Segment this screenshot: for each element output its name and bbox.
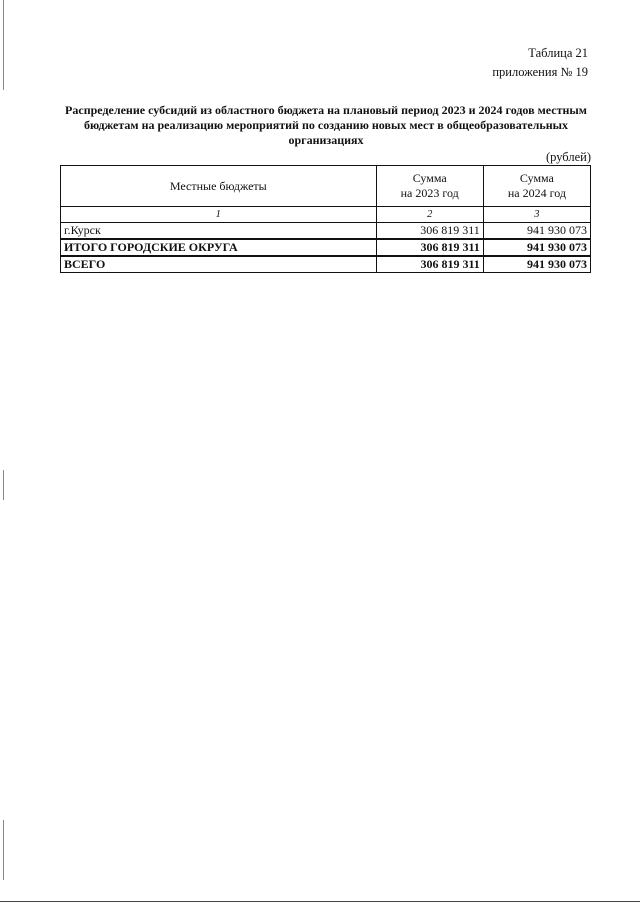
scan-edge-mark [3,470,4,500]
header-sum-2024-text: Сумма на 2024 год [507,171,566,200]
column-number-row [61,207,591,223]
scan-edge-mark [3,820,4,880]
total-amount-2024: 941 930 073 [483,256,590,273]
scan-edge-mark [3,0,4,90]
table-row-subtotal [61,239,591,256]
total-name: ВСЕГО [61,256,377,273]
units-label: (рублей) [545,150,591,164]
row-amount-2023: 306 819 311 [376,223,483,240]
row-name: г.Курск [61,223,377,240]
header-sum-2023-text: Сумма на 2023 год [400,171,459,200]
table-header-row [61,166,591,207]
column-number-1: 1 [61,207,377,223]
subtotal-name: ИТОГО ГОРОДСКИЕ ОКРУГА [61,239,377,256]
subtotal-amount-2023: 306 819 311 [376,239,483,256]
appendix-label: приложения № 19 [492,65,588,79]
table-row-total [61,256,591,273]
table-label: Таблица 21 [528,46,588,60]
row-amount-2024: 941 930 073 [483,223,590,240]
header-sum-2023 [376,166,483,207]
table-reference [492,44,588,82]
column-number-3: 3 [483,207,590,223]
budget-table [60,165,591,273]
header-sum-2024 [483,166,590,207]
page-bottom-edge [0,901,640,902]
document-title: Распределение субсидий из областного бюджета на плановый период 2023 и 2024 годов местным бюджетам на реализацию мероприятий по созданию новых мест в общеобразовательных организациях [65,103,587,147]
table-row [61,223,591,240]
header-local-budgets: Местные бюджеты [61,166,377,207]
total-amount-2023: 306 819 311 [376,256,483,273]
column-number-2: 2 [376,207,483,223]
subtotal-amount-2024: 941 930 073 [483,239,590,256]
